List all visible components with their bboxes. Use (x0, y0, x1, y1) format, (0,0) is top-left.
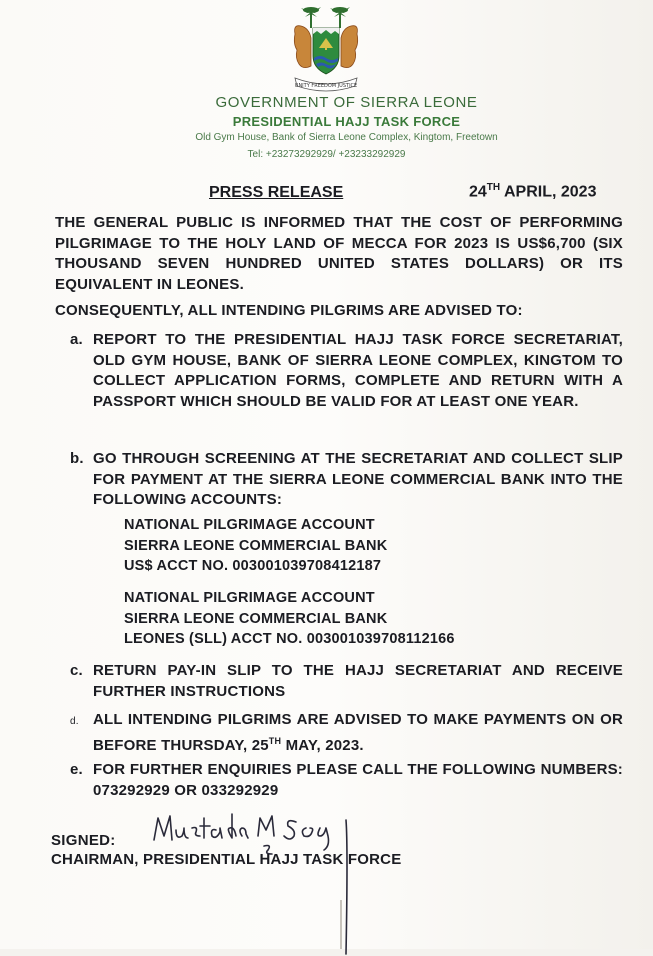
list-item (70, 330, 623, 412)
list-item-label: d. (70, 716, 79, 727)
account-number: LEONES (SLL) ACCT NO. 003001039708112166 (124, 631, 455, 647)
list-item-text: REPORT TO THE PRESIDENTIAL HAJJ TASK FORCE SECRETARIAT, OLD GYM HOUSE, BANK OF SIERRA LEONE COMPLEX, KINGTOM TO COLLECT APPLICATION FORMS, COMPLETE AND RETURN WITH A PASSPORT WHICH SHOULD BE VALID FOR AT LEAST ONE YEAR. (93, 331, 623, 410)
list-item-text-end: MAY, 2023. (281, 736, 364, 754)
list-item-text: GO THROUGH SCREENING AT THE SECRETARIAT AND COLLECT SLIP FOR PAYMENT AT THE SIERRA LEONE COMMERCIAL BANK INTO THE FOLLOWING ACCOUNTS: (93, 450, 623, 508)
paper-crease (340, 900, 342, 949)
office-address: Old Gym House, Bank of Sierra Leone Complex, Kingtom, Freetown (195, 132, 498, 143)
signatory-title: CHAIRMAN, PRESIDENTIAL HAJJ TASK FORCE (51, 851, 402, 868)
bank-account-sll (124, 588, 455, 650)
intro-paragraph: THE GENERAL PUBLIC IS INFORMED THAT THE COST OF PERFORMING PILGRIMAGE TO THE HOLY LAND OF MECCA FOR 2023 IS US$6,700 (SIX THOUSAND SEVEN HUNDRED UNITED STATES DOLLARS) OR ITS EQUIVALENT IN LEONES. (55, 214, 623, 293)
motto-lettering: UNITY FREEDOM JUSTICE (294, 83, 358, 89)
coat-of-arms-emblem (289, 4, 363, 96)
release-date (469, 182, 596, 201)
list-item-text: FOR FURTHER ENQUIRIES PLEASE CALL THE FOLLOWING NUMBERS: 073292929 OR 033292929 (93, 761, 623, 799)
account-name: NATIONAL PILGRIMAGE ACCOUNT (124, 590, 375, 606)
task-force-title: PRESIDENTIAL HAJJ TASK FORCE (232, 114, 461, 129)
list-item-text-main: ALL INTENDING PILGRIMS ARE ADVISED TO MAKE PAYMENTS ON OR BEFORE THURSDAY, 25 (93, 711, 623, 754)
press-release-title: PRESS RELEASE (209, 184, 344, 201)
account-name: NATIONAL PILGRIMAGE ACCOUNT (124, 517, 375, 533)
advice-paragraph: CONSEQUENTLY, ALL INTENDING PILGRIMS ARE ADVISED TO: (55, 302, 523, 319)
account-bank: SIERRA LEONE COMMERCIAL BANK (124, 610, 388, 627)
government-title: GOVERNMENT OF SIERRA LEONE (215, 94, 478, 111)
list-item-label: c. (70, 662, 83, 679)
list-item (70, 449, 623, 511)
list-item (70, 710, 623, 756)
account-number: US$ ACCT NO. 003001039708412187 (124, 558, 382, 574)
telephone-line: Tel: +23273292929/ +23233292929 (247, 149, 406, 160)
list-item-label: e. (70, 761, 83, 778)
account-bank: SIERRA LEONE COMMERCIAL BANK (124, 537, 388, 554)
date-rest: APRIL, 2023 (500, 183, 597, 201)
date-day: 24 (469, 183, 487, 201)
list-item (70, 760, 623, 801)
list-item (70, 661, 623, 702)
bank-account-usd (124, 515, 387, 577)
list-item-text: RETURN PAY-IN SLIP TO THE HAJJ SECRETARIAT AND RECEIVE FURTHER INSTRUCTIONS (93, 662, 623, 700)
list-item-label: a. (70, 331, 83, 348)
list-item-text (93, 710, 623, 756)
list-item-text-sup: TH (268, 735, 282, 746)
date-suffix: TH (486, 182, 501, 193)
signed-label: SIGNED: (51, 832, 116, 849)
list-item-label: b. (70, 450, 84, 467)
